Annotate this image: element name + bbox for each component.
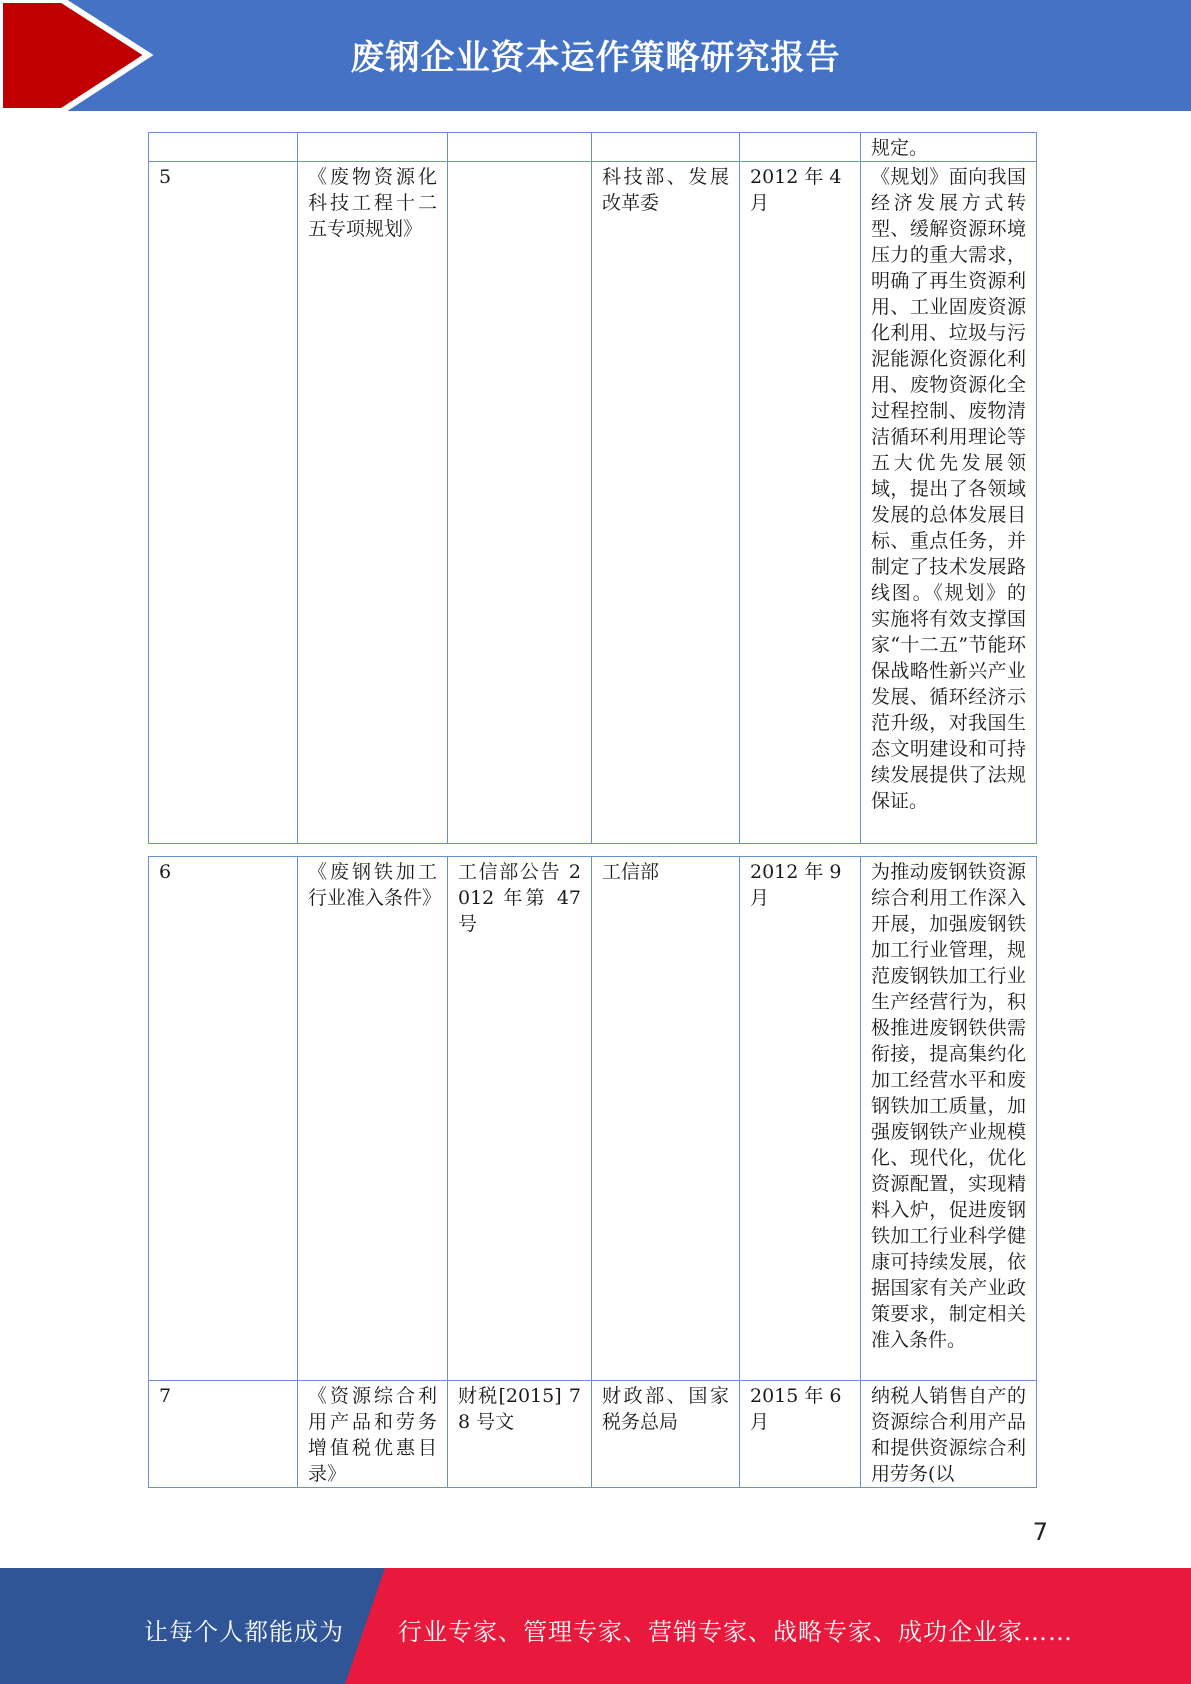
cell-doc-no: 工信部公告 2012 年第 47 号 xyxy=(448,857,592,1381)
footer-banner xyxy=(0,1568,1191,1684)
cell-dept: 财政部、国家税务总局 xyxy=(592,1381,740,1488)
table-row xyxy=(149,162,1037,844)
cell-no: 5 xyxy=(149,162,298,844)
cell-doc-no: 财税[2015] 78 号文 xyxy=(448,1381,592,1488)
cell-name: 《废钢铁加工行业准入条件》 xyxy=(298,857,448,1381)
table-row xyxy=(149,133,1037,162)
page-title: 废钢企业资本运作策略研究报告 xyxy=(350,38,841,78)
cell-date xyxy=(740,133,861,162)
footer-slogan-right: 行业专家、管理专家、营销专家、战略专家、成功企业家…… xyxy=(398,1618,1073,1646)
cell-no xyxy=(149,133,298,162)
page-number: 7 xyxy=(1032,1518,1048,1546)
cell-content: 《规划》面向我国经济发展方式转型、缓解资源环境压力的重大需求，明确了再生资源利用、工业固废资源化利用、垃圾与污泥能源化资源化利用、废物资源化全过程控制、废物清洁循环利用理论等五大优先发展领域，提出了各领域发展的总体发展目标、重点任务，并制定了技术发展路线图。《规划》的实施将有效支撑国家“十二五”节能环保战略性新兴产业发展、循环经济示范升级，对我国生态文明建设和可持续发展提供了法规保证。 xyxy=(861,162,1037,844)
cell-no: 7 xyxy=(149,1381,298,1488)
cell-name xyxy=(298,133,448,162)
cell-content: 规定。 xyxy=(861,133,1037,162)
cell-date: 2012 年 9 月 xyxy=(740,857,861,1381)
cell-date: 2015 年 6 月 xyxy=(740,1381,861,1488)
policy-table-fragment-2 xyxy=(148,856,1037,1488)
cell-content: 为推动废钢铁资源综合利用工作深入开展，加强废钢铁加工行业管理，规范废钢铁加工行业生产经营行为，积极推进废钢铁供需衔接，提高集约化加工经营水平和废钢铁加工质量，加强废钢铁产业规模化、现代化，优化资源配置，实现精料入炉，促进废钢铁加工行业科学健康可持续发展，依据国家有关产业政策要求，制定相关准入条件。 xyxy=(861,857,1037,1381)
cell-doc-no xyxy=(448,133,592,162)
cell-date: 2012 年 4 月 xyxy=(740,162,861,844)
header-banner xyxy=(0,0,1191,111)
cell-name: 《废物资源化科技工程十二五专项规划》 xyxy=(298,162,448,844)
cell-content: 纳税人销售自产的资源综合利用产品和提供资源综合利用劳务(以 xyxy=(861,1381,1037,1488)
cell-name: 《资源综合利用产品和劳务增值税优惠目录》 xyxy=(298,1381,448,1488)
cell-dept: 科技部、发展改革委 xyxy=(592,162,740,844)
policy-table-fragment-1 xyxy=(148,132,1037,844)
cell-dept: 工信部 xyxy=(592,857,740,1381)
cell-dept xyxy=(592,133,740,162)
footer-slogan-left: 让每个人都能成为 xyxy=(144,1618,344,1646)
table-row xyxy=(149,857,1037,1381)
cell-doc-no xyxy=(448,162,592,844)
table-row xyxy=(149,1381,1037,1488)
cell-no: 6 xyxy=(149,857,298,1381)
